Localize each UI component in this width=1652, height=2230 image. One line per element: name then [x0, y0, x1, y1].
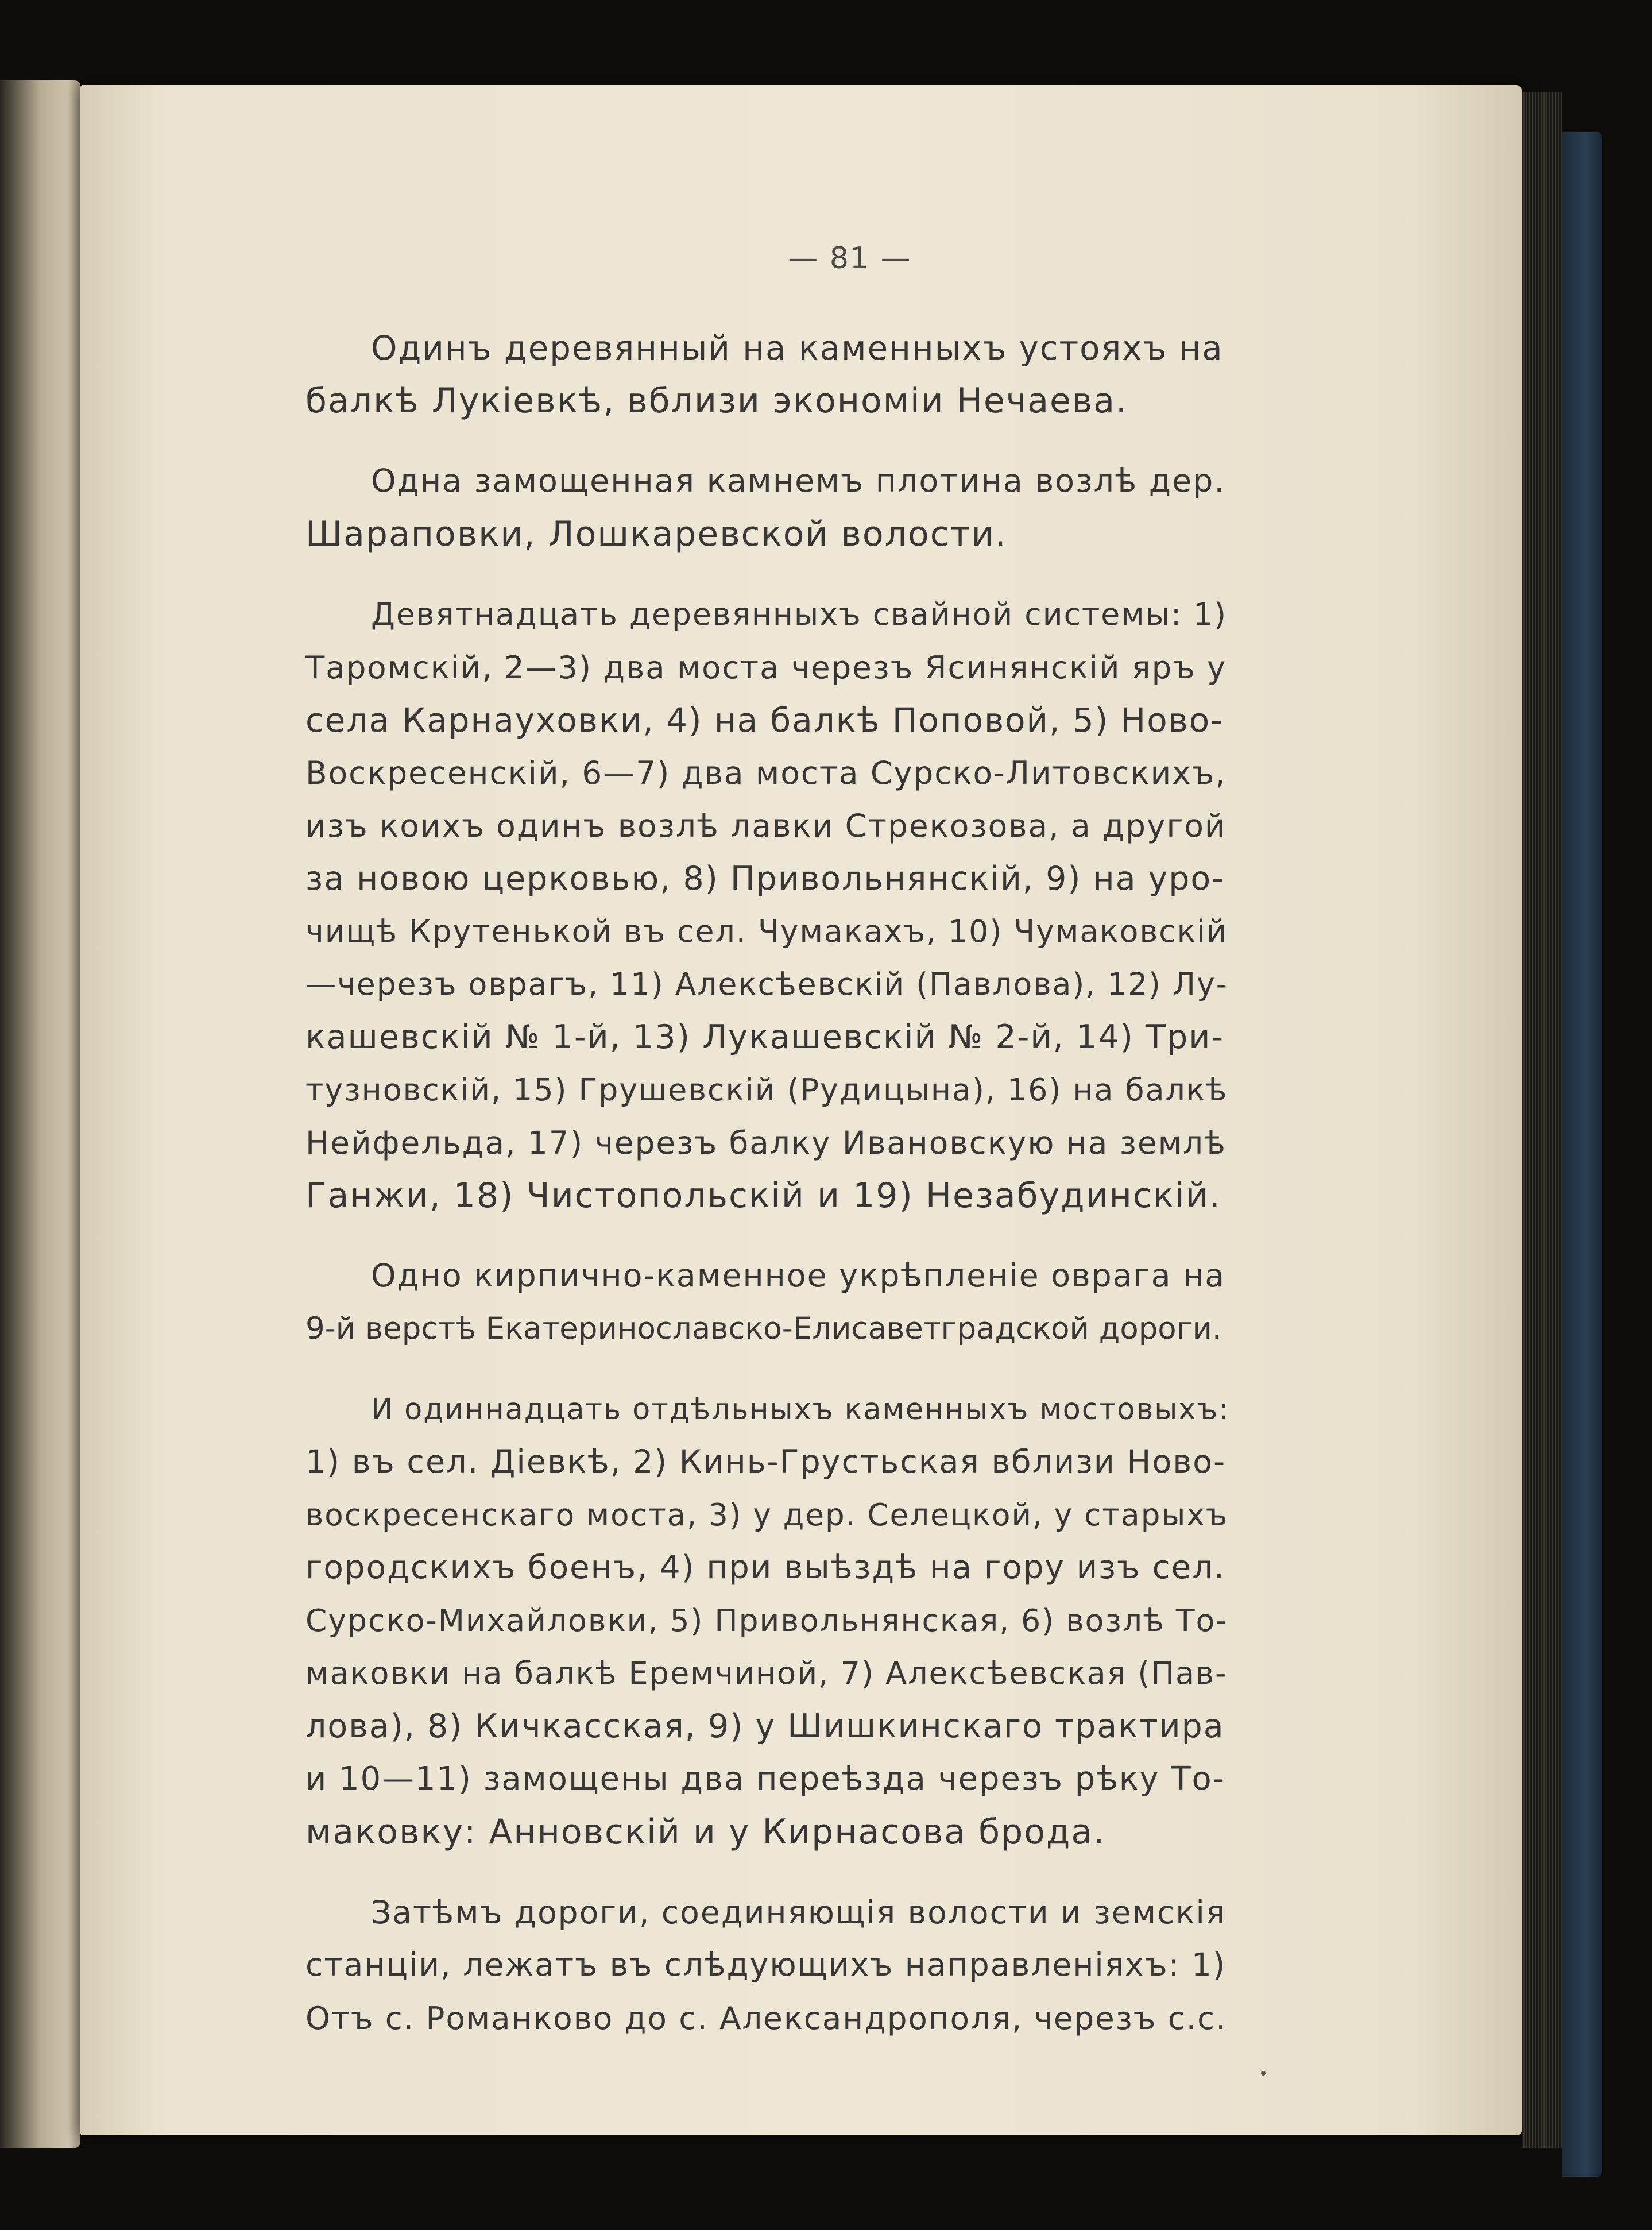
text-line: 9-й верстѣ Екатеринославско-Елисаветградской дороги. [305, 1311, 1222, 1346]
text-line: села Карнауховки, 4) на балкѣ Поповой, 5) Ново- [305, 701, 1224, 740]
text-line: и 10—11) замощены два переѣзда черезъ рѣку То- [305, 1760, 1225, 1798]
book-cover-edge [1562, 132, 1602, 2177]
text-line: Шараповки, Лошкаревской волости. [305, 514, 1007, 554]
text-line: станцiи, лежатъ въ слѣдующихъ направленiяхъ: 1) [305, 1947, 1227, 1984]
text-line: изъ коихъ одинъ возлѣ лавки Стрекозова, а другой [305, 807, 1227, 844]
page-stack-edge [1522, 92, 1562, 2148]
text-line: кашевскiй № 1-й, 13) Лукашевскiй № 2-й, 14) Три- [305, 1018, 1225, 1056]
text-line: —черезъ оврагъ, 11) Алексѣевскiй (Павлова), 12) Лу- [305, 966, 1228, 1002]
text-line: чищѣ Крутенькой въ сел. Чумакахъ, 10) Чумаковскiй [305, 913, 1228, 949]
paragraph [305, 588, 1228, 1222]
text-line: Воскресенскiй, 6—7) два моста Сурско-Литовскихъ, [305, 755, 1227, 791]
paragraph [305, 322, 1222, 427]
page-number: — 81 — [788, 241, 912, 276]
text-line: Одинъ деревянный на каменныхъ устояхъ на [371, 328, 1224, 368]
text-line: воскресенскаго моста, 3) у дер. Селецкой, у старыхъ [305, 1497, 1229, 1533]
paragraph [305, 1886, 1227, 2045]
paragraph [305, 1250, 1226, 1355]
paragraph [305, 455, 1225, 561]
previous-page-edge [0, 80, 80, 2148]
text-line: лова), 8) Кичкасская, 9) у Шишкинскаго трактира [305, 1707, 1225, 1745]
page-text [305, 322, 1230, 2072]
paragraph [305, 1383, 1230, 1858]
text-line: Одна замощенная камнемъ плотина возлѣ дер. [371, 463, 1225, 500]
text-line: маковку: Анновскiй и у Кирнасова брода. [305, 1812, 1106, 1852]
text-line: за новою церковью, 8) Привольнянскiй, 9) на уро- [305, 860, 1225, 898]
text-line: тузновскiй, 15) Грушевскiй (Рудицына), 16) на балкѣ [305, 1072, 1228, 1108]
text-line: Сурско-Михайловки, 5) Привольнянская, 6) возлѣ То- [305, 1602, 1228, 1638]
page-speck [1261, 2071, 1266, 2076]
text-line: 1) въ сел. Дiевкѣ, 2) Кинь-Грустьская вблизи Ново- [305, 1443, 1227, 1481]
text-line: Девятнадцать деревянныхъ свайной системы: 1) [371, 596, 1228, 632]
text-line: Одно кирпично-каменное укрѣпленiе оврага на [371, 1258, 1226, 1294]
text-line: балкѣ Лукiевкѣ, вблизи экономiи Нечаева. [305, 381, 1128, 421]
text-line: маковки на балкѣ Еремчиной, 7) Алексѣевская (Пав- [305, 1655, 1228, 1691]
text-line: Затѣмъ дороги, соединяющiя волости и земскiя [371, 1894, 1226, 1931]
text-line: Таромскiй, 2—3) два моста черезъ Ясинянскiй яръ у [305, 649, 1227, 686]
text-line: Отъ с. Романково до с. Александрополя, черезъ с.с. [305, 2000, 1227, 2036]
text-line: городскихъ боенъ, 4) при выѣздѣ на гору изъ сел. [305, 1549, 1225, 1586]
text-line: И одиннадцать отдѣльныхъ каменныхъ мостовыхъ: [371, 1392, 1230, 1426]
text-line: Ганжи, 18) Чистопольскiй и 19) Незабудинскiй. [305, 1176, 1221, 1216]
text-line: Нейфельда, 17) черезъ балку Ивановскую на землѣ [305, 1124, 1227, 1161]
